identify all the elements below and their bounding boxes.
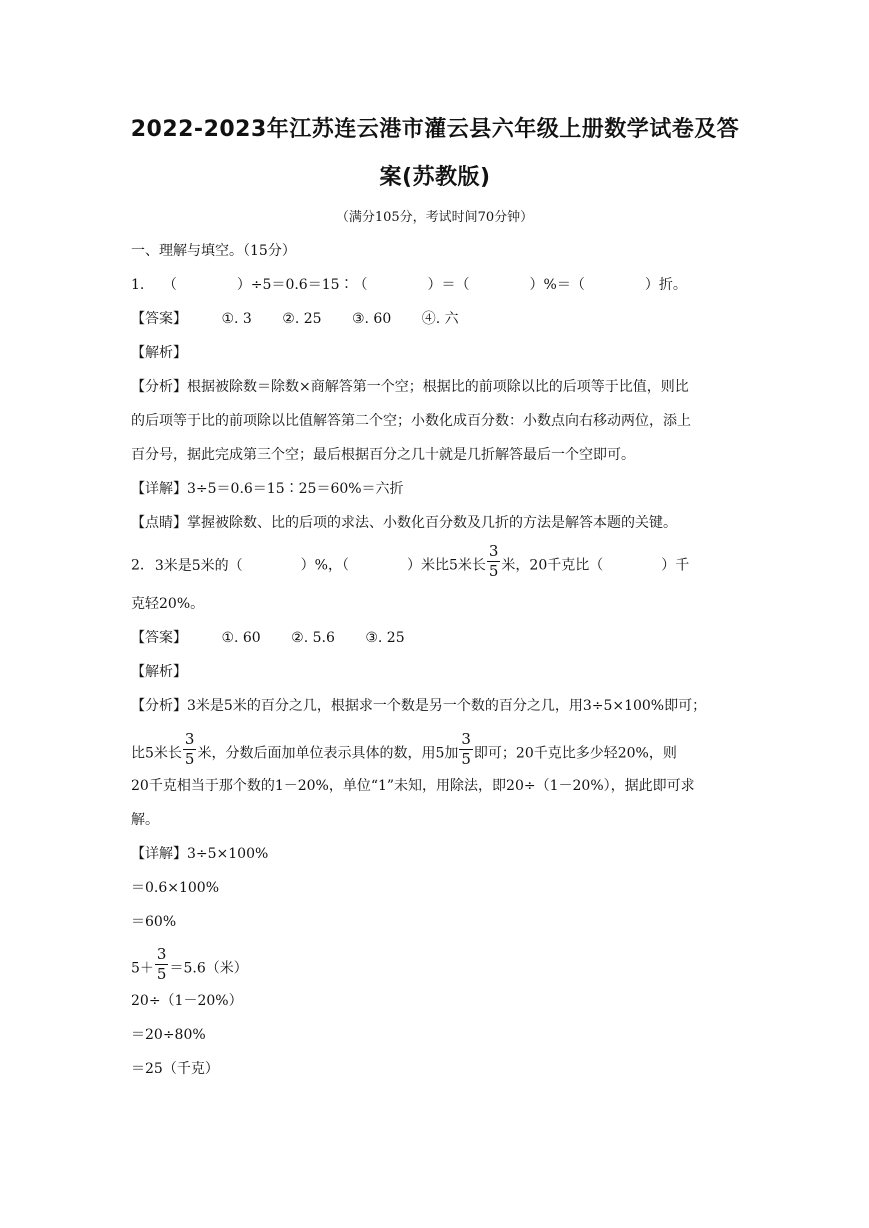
fraction: $\frac{3}{5}$ [156, 945, 167, 983]
question-number: 2. [131, 557, 145, 574]
analysis-line: 的后项等于比的前项除以比值解答第二个空；小数化成百分数：小数点向右移动两位，添上 [131, 413, 691, 429]
answer-line: 【答案】 ①. 3 ②. 25 ③. 60 ④. 六 [131, 311, 459, 327]
detail-line: 【详解】3÷5×100% [131, 846, 269, 862]
analysis-line: 百分号，据此完成第三个空；最后根据百分之几十就是几折解答最后一个空即可。 [131, 447, 635, 463]
step-line: 20÷（1－20%） [131, 993, 243, 1009]
step-line: ＝20÷80% [131, 1027, 206, 1043]
exam-info: （满分105分，考试时间70分钟） [335, 210, 534, 225]
key-point-line: 【点睛】掌握被除数、比的后项的求法、小数化百分数及几折的方法是解答本题的关键。 [131, 515, 677, 531]
detail-line: 【详解】3÷5＝0.6＝15∶25＝60%＝六折 [131, 481, 404, 497]
document-title-line1: 2022-2023年江苏连云港市灌云县六年级上册数学试卷及答 [130, 117, 740, 142]
question-2: 2. 3米是5米的（ ）%，（ ）米比5米长 $\frac{3}{5}$ 米，20千克比（ ）千 [131, 542, 690, 580]
step-line: ＝0.6×100% [131, 880, 220, 896]
analysis-line: 【分析】3米是5米的百分之几，根据求一个数是另一个数的百分之几，用3÷5×100%即可； [131, 698, 707, 714]
step-line: ＝60% [131, 914, 177, 930]
question-1: 1. （ ）÷5＝0.6＝15∶（ ）＝（ ）%＝（ ）折。 [131, 277, 687, 293]
question-number: 1. [131, 277, 145, 293]
document-title-line2: 案(苏教版) [379, 165, 491, 190]
question-2-cont: 克轻20%。 [131, 596, 205, 612]
section-heading: 一、理解与填空。（15分） [131, 243, 296, 259]
jiexi-label: 【解析】 [131, 345, 187, 361]
fraction: $\frac{3}{5}$ [488, 542, 499, 580]
fraction: $\frac{3}{5}$ [184, 730, 195, 768]
analysis-line: 20千克相当于那个数的1－20%，单位“1”未知，用除法，即20÷（1－20%），据此即可求 [131, 778, 695, 794]
jiexi-label: 【解析】 [131, 664, 187, 680]
analysis-line: 解。 [131, 812, 159, 828]
step-line: 5＋ $\frac{3}{5}$ ＝5.6（米） [131, 945, 248, 983]
fraction: $\frac{3}{5}$ [461, 730, 471, 768]
analysis-line: 【分析】根据被除数＝除数×商解答第一个空；根据比的前项除以比的后项等于比值，则比 [131, 379, 689, 395]
answer-line: 【答案】 ①. 60 ②. 5.6 ③. 25 [131, 630, 405, 646]
analysis-line: 比5米长 $\frac{3}{5}$ 米，分数后面加单位表示具体的数，用5加 $\frac{3}{5}$ 即可；20千克比多少轻20%，则 [131, 730, 677, 768]
step-line: ＝25（千克） [131, 1061, 219, 1077]
